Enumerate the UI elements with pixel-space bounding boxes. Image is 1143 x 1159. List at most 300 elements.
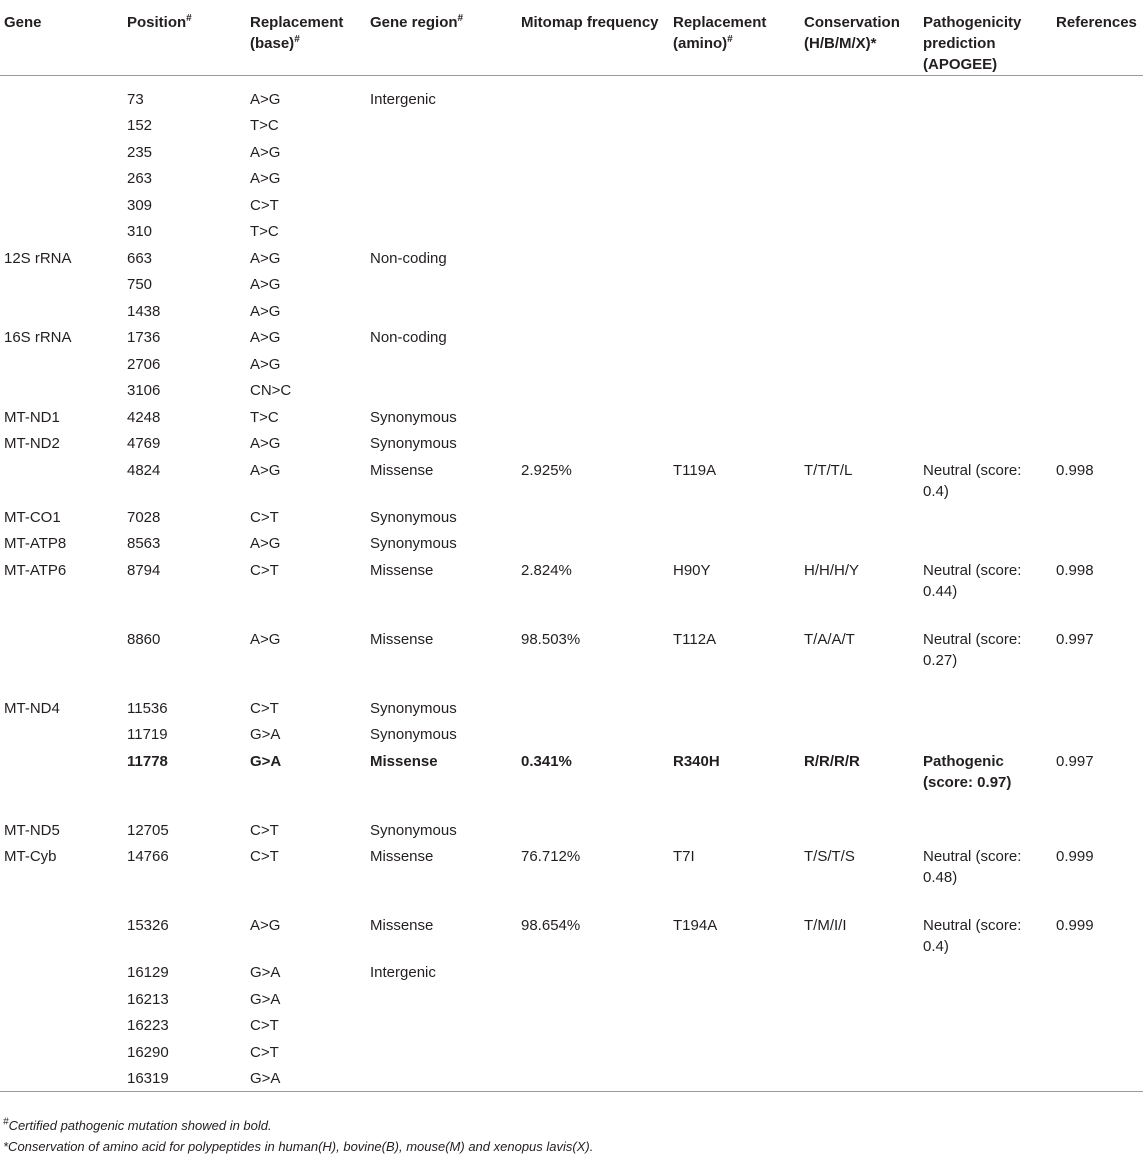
- frequency-cell: [517, 817, 669, 844]
- references-cell: [1052, 139, 1143, 166]
- frequency-cell: [517, 959, 669, 986]
- table-row: [0, 748, 1143, 817]
- conservation-cell: [800, 139, 919, 166]
- position-cell: 4824: [127, 461, 161, 479]
- references-cell: [1052, 165, 1143, 192]
- gene-cell: MT-ND5: [4, 821, 60, 839]
- base-replacement-cell: C>T: [250, 1017, 279, 1034]
- table-row: [0, 1012, 1143, 1039]
- amino-replacement-cell: [669, 165, 800, 192]
- gene-cell: [0, 1039, 123, 1066]
- conservation-cell: [800, 404, 919, 431]
- position-cell: 2706: [127, 355, 161, 373]
- amino-replacement-cell: [669, 695, 800, 722]
- prediction-cell: [919, 695, 1052, 722]
- base-replacement-cell: C>T: [250, 508, 279, 526]
- amino-replacement-cell: [669, 817, 800, 844]
- gene-cell: [0, 298, 123, 325]
- amino-replacement-cell: [669, 504, 800, 531]
- frequency-cell: [517, 218, 669, 245]
- table-row: [0, 695, 1143, 722]
- table-row: [0, 351, 1143, 378]
- gene-region-cell: Synonymous: [370, 726, 457, 743]
- base-replacement-cell: A>G: [250, 90, 281, 108]
- table-row: [0, 1065, 1143, 1092]
- frequency-cell: 76.712%: [521, 848, 581, 865]
- frequency-cell: [517, 112, 669, 139]
- gene-region-cell: [366, 165, 517, 192]
- prediction-cell: [919, 504, 1052, 531]
- frequency-cell: [517, 298, 669, 325]
- conservation-cell: [800, 86, 919, 113]
- gene-region-cell: Synonymous: [370, 408, 457, 426]
- prediction-cell: [919, 298, 1052, 325]
- gene-region-cell: Intergenic: [370, 90, 436, 108]
- frequency-cell: 0.341%: [521, 752, 572, 770]
- frequency-cell: [517, 530, 669, 557]
- table-row: [0, 245, 1143, 272]
- prediction-cell: [919, 430, 1052, 457]
- position-cell: 235: [127, 143, 153, 161]
- conservation-cell: T/A/A/T: [804, 630, 855, 648]
- frequency-cell: [517, 192, 669, 219]
- base-replacement-cell: G>A: [250, 990, 281, 1008]
- references-cell: 0.999: [1056, 917, 1094, 934]
- prediction-cell: [919, 1065, 1052, 1092]
- conservation-cell: R/R/R/R: [804, 752, 860, 770]
- references-cell: [1052, 377, 1143, 404]
- conservation-cell: [800, 695, 919, 722]
- gene-cell: [0, 86, 123, 113]
- references-cell: [1052, 351, 1143, 378]
- position-cell: 16129: [127, 964, 169, 981]
- position-cell: 11536: [127, 699, 168, 717]
- spacer-row: [0, 76, 1143, 86]
- references-cell: [1052, 192, 1143, 219]
- position-cell: 16290: [127, 1043, 169, 1061]
- amino-replacement-cell: [669, 377, 800, 404]
- amino-replacement-cell: [669, 192, 800, 219]
- amino-replacement-cell: [669, 298, 800, 325]
- conservation-cell: [800, 530, 919, 557]
- table-row: [0, 430, 1143, 457]
- table-row: [0, 112, 1143, 139]
- prediction-cell: [919, 165, 1052, 192]
- header-replacement-base: Replacement (base)#: [246, 0, 366, 76]
- gene-region-cell: Missense: [370, 461, 434, 479]
- gene-region-cell: Synonymous: [370, 821, 457, 839]
- references-cell: [1052, 1039, 1143, 1066]
- prediction-cell: Neutral (score: 0.44): [923, 561, 1022, 600]
- position-cell: 7028: [127, 508, 161, 526]
- frequency-cell: [517, 377, 669, 404]
- gene-cell: MT-Cyb: [4, 848, 57, 865]
- amino-replacement-cell: [669, 86, 800, 113]
- gene-cell: MT-CO1: [4, 508, 61, 526]
- gene-cell: [0, 351, 123, 378]
- conservation-cell: [800, 1039, 919, 1066]
- gene-cell: MT-ND1: [4, 408, 60, 426]
- table-row: [0, 530, 1143, 557]
- conservation-cell: [800, 192, 919, 219]
- references-cell: [1052, 817, 1143, 844]
- base-replacement-cell: T>C: [250, 117, 279, 134]
- prediction-cell: [919, 271, 1052, 298]
- frequency-cell: 2.925%: [521, 461, 572, 479]
- prediction-cell: Neutral (score: 0.4): [923, 461, 1022, 500]
- amino-replacement-cell: [669, 139, 800, 166]
- position-cell: 663: [127, 249, 153, 267]
- conservation-cell: [800, 245, 919, 272]
- header-references: References: [1052, 0, 1143, 76]
- conservation-cell: T/S/T/S: [804, 848, 855, 865]
- gene-cell: [0, 1012, 123, 1039]
- prediction-cell: [919, 192, 1052, 219]
- table-row: [0, 504, 1143, 531]
- position-cell: 4769: [127, 435, 161, 452]
- gene-region-cell: [366, 298, 517, 325]
- frequency-cell: 98.654%: [521, 917, 581, 934]
- base-replacement-cell: C>T: [250, 821, 279, 839]
- conservation-cell: [800, 298, 919, 325]
- gene-region-cell: Missense: [370, 630, 434, 648]
- references-cell: [1052, 695, 1143, 722]
- table-row: [0, 271, 1143, 298]
- frequency-cell: [517, 404, 669, 431]
- base-replacement-cell: T>C: [250, 408, 279, 426]
- base-replacement-cell: A>G: [250, 249, 281, 267]
- frequency-cell: [517, 695, 669, 722]
- conservation-cell: [800, 721, 919, 748]
- table-row: [0, 139, 1143, 166]
- gene-region-cell: [366, 1039, 517, 1066]
- frequency-cell: [517, 504, 669, 531]
- position-cell: 8563: [127, 535, 161, 552]
- base-replacement-cell: C>T: [250, 1043, 279, 1061]
- position-cell: 11719: [127, 726, 168, 743]
- base-replacement-cell: A>G: [250, 917, 281, 934]
- base-replacement-cell: A>G: [250, 435, 281, 452]
- gene-region-cell: Non-coding: [370, 329, 447, 346]
- position-cell: 3106: [127, 382, 161, 399]
- gene-cell: [0, 1065, 123, 1092]
- gene-region-cell: Synonymous: [370, 699, 457, 717]
- conservation-cell: T/T/T/L: [804, 461, 853, 479]
- footnote-conservation: *Conservation of amino acid for polypeptides in human(H), bovine(B), mouse(M) and xenopus lavis(X).: [3, 1139, 594, 1154]
- position-cell: 8794: [127, 561, 161, 579]
- position-cell: 16213: [127, 990, 169, 1008]
- header-row: [0, 0, 1143, 76]
- position-cell: 16319: [123, 1065, 246, 1092]
- prediction-cell: [919, 1012, 1052, 1039]
- amino-replacement-cell: R340H: [673, 752, 720, 770]
- gene-cell: MT-ND2: [4, 435, 60, 452]
- conservation-cell: [800, 271, 919, 298]
- base-replacement-cell: C>T: [250, 196, 279, 214]
- gene-cell: [0, 748, 123, 817]
- gene-cell: [0, 912, 123, 959]
- prediction-cell: [919, 1039, 1052, 1066]
- gene-region-cell: Synonymous: [370, 435, 457, 452]
- frequency-cell: [517, 139, 669, 166]
- position-cell: 14766: [127, 848, 169, 865]
- spacer-cell: [0, 76, 1143, 86]
- prediction-cell: Neutral (score: 0.27): [923, 630, 1022, 669]
- position-cell: 750: [127, 276, 153, 293]
- gene-region-cell: [366, 377, 517, 404]
- base-replacement-cell: A>G: [250, 302, 281, 320]
- table-row: [0, 377, 1143, 404]
- conservation-cell: [800, 165, 919, 192]
- gene-cell: [0, 271, 123, 298]
- references-cell: [1052, 721, 1143, 748]
- references-cell: 0.999: [1056, 848, 1094, 865]
- frequency-cell: [517, 165, 669, 192]
- prediction-cell: [919, 377, 1052, 404]
- frequency-cell: [517, 324, 669, 351]
- table-row: [0, 721, 1143, 748]
- amino-replacement-cell: T119A: [673, 461, 717, 479]
- prediction-cell: Neutral (score: 0.48): [923, 848, 1022, 886]
- gene-region-cell: Missense: [370, 917, 434, 934]
- conservation-cell: T/M/I/I: [804, 917, 847, 934]
- conservation-cell: [800, 817, 919, 844]
- gene-cell: [0, 218, 123, 245]
- conservation-cell: [800, 218, 919, 245]
- amino-replacement-cell: T194A: [673, 917, 718, 934]
- references-cell: [1052, 298, 1143, 325]
- prediction-cell: [919, 721, 1052, 748]
- table-row: [0, 404, 1143, 431]
- references-cell: 0.997: [1056, 630, 1094, 648]
- prediction-cell: [919, 986, 1052, 1013]
- references-cell: [1052, 959, 1143, 986]
- gene-region-cell: Missense: [370, 752, 438, 770]
- frequency-cell: [517, 430, 669, 457]
- references-cell: [1052, 245, 1143, 272]
- prediction-cell: [919, 245, 1052, 272]
- conservation-cell: [800, 324, 919, 351]
- amino-replacement-cell: H90Y: [673, 561, 711, 579]
- references-cell: 0.998: [1056, 461, 1094, 479]
- references-cell: [1052, 986, 1143, 1013]
- frequency-cell: [517, 1039, 669, 1066]
- gene-region-cell: [366, 1012, 517, 1039]
- conservation-cell: [800, 112, 919, 139]
- position-cell: 4248: [127, 408, 161, 426]
- gene-region-cell: Non-coding: [370, 249, 447, 267]
- references-cell: [1052, 1065, 1143, 1092]
- table-row: [0, 843, 1143, 912]
- conservation-cell: [800, 377, 919, 404]
- conservation-cell: [800, 430, 919, 457]
- references-cell: [1052, 86, 1143, 113]
- table-row: [0, 86, 1143, 113]
- references-cell: [1052, 218, 1143, 245]
- amino-replacement-cell: T7I: [673, 848, 695, 865]
- references-cell: [1052, 530, 1143, 557]
- frequency-cell: [517, 1065, 669, 1092]
- prediction-cell: [919, 817, 1052, 844]
- references-cell: [1052, 430, 1143, 457]
- frequency-cell: 98.503%: [521, 630, 581, 648]
- prediction-cell: Pathogenic (score: 0.97): [923, 752, 1012, 791]
- base-replacement-cell: A>G: [250, 276, 281, 293]
- amino-replacement-cell: T112A: [673, 630, 717, 648]
- amino-replacement-cell: [669, 404, 800, 431]
- references-cell: 0.997: [1056, 752, 1094, 770]
- prediction-cell: [919, 959, 1052, 986]
- position-cell: 152: [127, 117, 153, 134]
- gene-cell: [0, 139, 123, 166]
- base-replacement-cell: CN>C: [250, 382, 292, 399]
- gene-cell: [0, 986, 123, 1013]
- position-cell: 15326: [127, 917, 169, 934]
- table-row: [0, 912, 1143, 959]
- conservation-cell: [800, 351, 919, 378]
- table-row: [0, 959, 1143, 986]
- gene-region-cell: Missense: [370, 848, 434, 865]
- table-row: [0, 324, 1143, 351]
- table-row: [0, 218, 1143, 245]
- gene-cell: MT-ND4: [4, 699, 60, 717]
- table-row: [0, 986, 1143, 1013]
- frequency-cell: [517, 986, 669, 1013]
- header-replacement-amino: Replacement (amino)#: [669, 0, 800, 76]
- prediction-cell: Neutral (score: 0.4): [923, 917, 1022, 955]
- prediction-cell: [919, 404, 1052, 431]
- prediction-cell: [919, 351, 1052, 378]
- conservation-cell: [800, 986, 919, 1013]
- gene-cell: [0, 626, 123, 695]
- base-replacement-cell: G>A: [250, 964, 281, 981]
- frequency-cell: [517, 351, 669, 378]
- base-replacement-cell: C>T: [250, 561, 279, 579]
- prediction-cell: [919, 139, 1052, 166]
- base-replacement-cell: G>A: [246, 1065, 366, 1092]
- base-replacement-cell: G>A: [250, 726, 281, 743]
- references-cell: [1052, 112, 1143, 139]
- gene-region-cell: [366, 271, 517, 298]
- base-replacement-cell: A>G: [250, 355, 281, 373]
- position-cell: 1736: [127, 329, 161, 346]
- references-cell: [1052, 504, 1143, 531]
- gene-region-cell: Synonymous: [370, 535, 457, 552]
- gene-region-cell: [366, 351, 517, 378]
- amino-replacement-cell: [669, 351, 800, 378]
- gene-cell: [0, 959, 123, 986]
- table-row: [0, 192, 1143, 219]
- gene-region-cell: Missense: [370, 561, 434, 579]
- conservation-cell: [800, 1012, 919, 1039]
- base-replacement-cell: C>T: [250, 848, 279, 865]
- position-cell: 263: [127, 170, 153, 187]
- gene-region-cell: [366, 139, 517, 166]
- table-row: [0, 165, 1143, 192]
- gene-region-cell: Synonymous: [370, 508, 457, 526]
- base-replacement-cell: A>G: [250, 461, 281, 479]
- table-row: [0, 457, 1143, 504]
- table-row: [0, 626, 1143, 695]
- base-replacement-cell: A>G: [250, 143, 281, 161]
- gene-cell: MT-ATP8: [4, 535, 67, 552]
- amino-replacement-cell: [669, 959, 800, 986]
- position-cell: 12705: [127, 821, 169, 839]
- base-replacement-cell: A>G: [250, 535, 281, 552]
- frequency-cell: [517, 271, 669, 298]
- footnote-bold: #Certified pathogenic mutation showed in bold.: [3, 1116, 272, 1133]
- gene-cell: [0, 165, 123, 192]
- position-cell: 1438: [127, 302, 161, 320]
- gene-cell: [0, 192, 123, 219]
- prediction-cell: [919, 86, 1052, 113]
- base-replacement-cell: G>A: [250, 752, 282, 770]
- table-row: [0, 1039, 1143, 1066]
- header-pathogenicity-prediction: Pathogenicity prediction (APOGEE): [919, 0, 1052, 76]
- position-cell: 11778: [127, 752, 168, 770]
- frequency-cell: [517, 245, 669, 272]
- prediction-cell: [919, 112, 1052, 139]
- amino-replacement-cell: [669, 1012, 800, 1039]
- position-cell: 310: [127, 223, 153, 240]
- header-gene: Gene: [0, 0, 123, 76]
- gene-cell: [0, 721, 123, 748]
- conservation-cell: [800, 959, 919, 986]
- amino-replacement-cell: [669, 430, 800, 457]
- table-body: [0, 76, 1143, 1092]
- amino-replacement-cell: [669, 1065, 800, 1092]
- prediction-cell: [919, 218, 1052, 245]
- gene-region-cell: [366, 112, 517, 139]
- references-cell: [1052, 324, 1143, 351]
- references-cell: [1052, 1012, 1143, 1039]
- amino-replacement-cell: [669, 112, 800, 139]
- table-row: [0, 557, 1143, 626]
- gene-cell: 16S rRNA: [4, 329, 72, 346]
- gene-region-cell: [366, 986, 517, 1013]
- position-cell: 8860: [127, 630, 161, 648]
- gene-region-cell: [366, 1065, 517, 1092]
- references-cell: [1052, 271, 1143, 298]
- gene-cell: MT-ATP6: [4, 561, 67, 579]
- header-mitomap-frequency: Mitomap frequency: [517, 0, 669, 76]
- gene-region-cell: [366, 218, 517, 245]
- base-replacement-cell: A>G: [250, 630, 281, 648]
- conservation-cell: [800, 504, 919, 531]
- amino-replacement-cell: [669, 271, 800, 298]
- conservation-cell: [800, 1065, 919, 1092]
- frequency-cell: [517, 1012, 669, 1039]
- gene-region-cell: [366, 192, 517, 219]
- references-cell: [1052, 404, 1143, 431]
- position-cell: 16223: [127, 1017, 169, 1034]
- references-cell: 0.998: [1056, 561, 1094, 579]
- header-conservation: Conservation (H/B/M/X)*: [800, 0, 919, 76]
- gene-cell: [0, 377, 123, 404]
- gene-cell: 12S rRNA: [4, 249, 72, 267]
- header-gene-region: Gene region#: [366, 0, 517, 76]
- amino-replacement-cell: [669, 218, 800, 245]
- gene-cell: [0, 112, 123, 139]
- amino-replacement-cell: [669, 1039, 800, 1066]
- base-replacement-cell: T>C: [250, 223, 279, 240]
- frequency-cell: [517, 721, 669, 748]
- base-replacement-cell: A>G: [250, 329, 281, 346]
- base-replacement-cell: C>T: [250, 699, 279, 717]
- header-position: Position#: [123, 0, 246, 76]
- gene-cell: [0, 457, 123, 504]
- amino-replacement-cell: [669, 721, 800, 748]
